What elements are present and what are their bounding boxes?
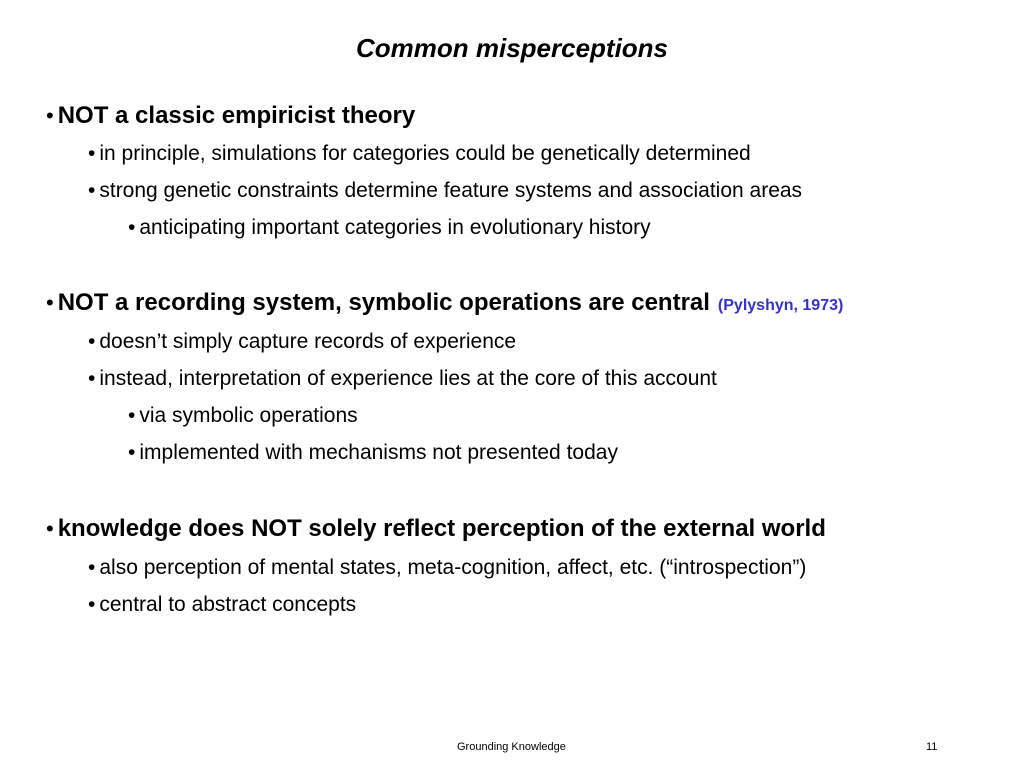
sub-bullet-item [88,555,806,581]
bullet-text: implemented with mechanisms not presented today [139,441,618,464]
sub-sub-bullet-item [128,215,651,241]
bullet-marker: • [128,441,136,464]
bullet-marker: • [46,103,54,128]
sub-bullet-item [88,178,802,204]
bullet-item-empiricist [46,101,415,131]
bullet-text: NOT a recording system, symbolic operations are central [57,289,710,316]
sub-bullet-item [88,592,356,618]
bullet-marker: • [128,404,136,427]
bullet-item-recording-system [46,288,843,321]
bullet-text: strong genetic constraints determine feature systems and association areas [99,179,803,202]
bullet-marker: • [46,516,54,541]
bullet-text: doesn’t simply capture records of experience [99,330,517,353]
bullet-marker: • [88,593,96,616]
bullet-text: knowledge does NOT solely reflect perception of the external world [57,515,826,542]
bullet-text: instead, interpretation of experience lies at the core of this account [99,367,717,390]
sub-bullet-item [88,141,751,167]
bullet-marker: • [88,367,96,390]
sub-sub-bullet-item [128,440,618,466]
sub-bullet-item [88,366,717,392]
footer-label: Grounding Knowledge [457,741,566,753]
page-number: 11 [926,741,938,753]
bullet-item-external-world [46,514,826,544]
bullet-text: via symbolic operations [139,404,358,427]
bullet-text: NOT a classic empiricist theory [57,102,416,129]
bullet-marker: • [88,142,96,165]
bullet-marker: • [88,556,96,579]
bullet-text: anticipating important categories in evolutionary history [139,216,651,239]
sub-bullet-item [88,329,516,355]
bullet-marker: • [46,290,54,315]
slide-title: Common misperceptions [355,33,669,63]
bullet-text: central to abstract concepts [99,593,357,616]
bullet-marker: • [88,179,96,202]
bullet-marker: • [88,330,96,353]
bullet-text: in principle, simulations for categories could be genetically determined [99,142,751,165]
citation: (Pylyshyn, 1973) [717,297,844,314]
sub-sub-bullet-item [128,403,358,429]
bullet-text: also perception of mental states, meta-cognition, affect, etc. (“introspection”) [99,556,807,579]
bullet-marker: • [128,216,136,239]
